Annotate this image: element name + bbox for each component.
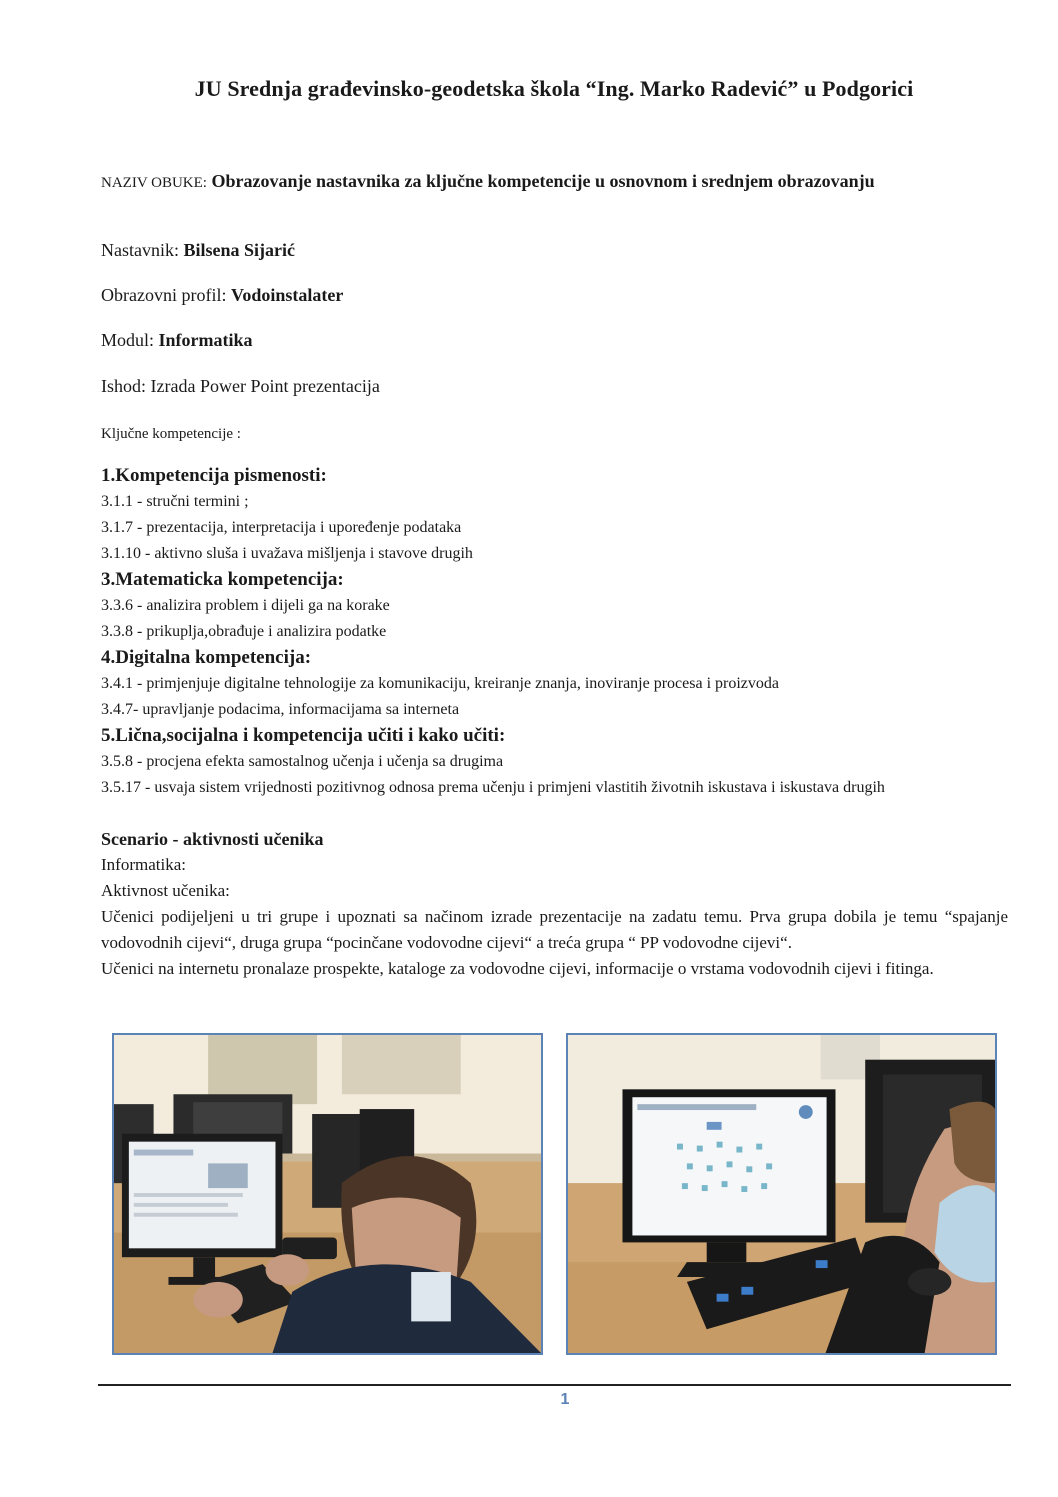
scenario-section xyxy=(101,826,1008,982)
competence-item: 3.3.8 - prikuplja,obrađuje i analizira podatke xyxy=(101,623,387,640)
teacher-label: Nastavnik: xyxy=(101,240,179,260)
competence-item: 3.1.1 - stručni termini ; xyxy=(101,493,249,510)
footer-rule xyxy=(98,1384,1011,1386)
key-competences-label: Ključne kompetencije : xyxy=(101,426,241,442)
competences-list xyxy=(101,463,1021,801)
monitor-student-illustration xyxy=(568,1035,995,1353)
competence-item: 3.4.1 - primjenjuje digitalne tehnologije za komunikaciju, kreiranje znanja, inoviranje procesa i proizvoda xyxy=(101,675,779,692)
outcome-line: Ishod: Izrada Power Point prezentacija xyxy=(101,376,380,396)
scenario-title: Scenario - aktivnosti učenika xyxy=(101,829,324,849)
competence-item: 3.5.17 - usvaja sistem vrijednosti pozitivnog odnosa prema učenju i primjeni vlastitih životnih iskustava i iskustava drugih xyxy=(101,779,885,796)
teacher-value: Bilsena Sijarić xyxy=(183,240,295,260)
training-label: NAZIV OBUKE: xyxy=(101,175,207,191)
page-number: 1 xyxy=(560,1391,570,1408)
classroom-photo-right xyxy=(566,1033,997,1355)
competence-group xyxy=(101,463,1021,567)
competence-group xyxy=(101,567,1021,645)
training-value: Obrazovanje nastavnika za ključne kompetencije u osnovnom i srednjem obrazovanju xyxy=(211,171,875,191)
school-title: JU Srednja građevinsko-geodetska škola “Ing. Marko Radević” u Podgorici xyxy=(194,76,914,101)
competence-heading: 5.Lična,socijalna i kompetencija učiti i kako učiti: xyxy=(101,725,506,746)
module-line xyxy=(101,330,253,351)
competence-group xyxy=(101,645,1021,723)
profile-label: Obrazovni profil: xyxy=(101,285,227,305)
competence-item: 3.1.7 - prezentacija, interpretacija i upoređenje podataka xyxy=(101,519,462,536)
competence-item: 3.4.7- upravljanje podacima, informacijama sa interneta xyxy=(101,701,460,718)
scenario-paragraph: Učenici na internetu pronalaze prospekte, kataloge za vodovodne cijevi, informacije o vrstama vodovodnih cijevi i fitinga. xyxy=(101,959,934,978)
competence-item: 3.5.8 - procjena efekta samostalnog učenja i učenja sa drugima xyxy=(101,753,504,770)
scenario-activity-label: Aktivnost učenika: xyxy=(101,881,230,900)
module-label: Modul: xyxy=(101,330,155,350)
competence-item: 3.3.6 - analizira problem i dijeli ga na korake xyxy=(101,597,390,614)
competence-group xyxy=(101,723,1021,801)
competence-item: 3.1.10 - aktivno sluša i uvažava mišljenja i stavove drugih xyxy=(101,545,473,562)
scenario-paragraph: Učenici podijeljeni u tri grupe i upoznati sa načinom izrade prezentacije na zadatu temu. Prva grupa dobila je temu “spajanje vodovodnih cijevi“, druga grupa “pocinčane vodovodne cijevi“ a treća grupa “ PP vodovodne cijevi“. xyxy=(101,907,1008,952)
profile-value: Vodoinstalater xyxy=(230,285,344,305)
training-name xyxy=(101,168,921,197)
student-computer-illustration xyxy=(114,1035,541,1353)
competence-heading: 3.Matematicka kompetencija: xyxy=(101,569,344,590)
competence-heading: 1.Kompetencija pismenosti: xyxy=(101,465,327,486)
teacher-line xyxy=(101,240,295,261)
module-value: Informatika xyxy=(158,330,253,350)
competence-heading: 4.Digitalna kompetencija: xyxy=(101,647,312,668)
profile-line xyxy=(101,285,343,306)
classroom-photo-left xyxy=(112,1033,543,1355)
scenario-subject: Informatika: xyxy=(101,855,186,874)
